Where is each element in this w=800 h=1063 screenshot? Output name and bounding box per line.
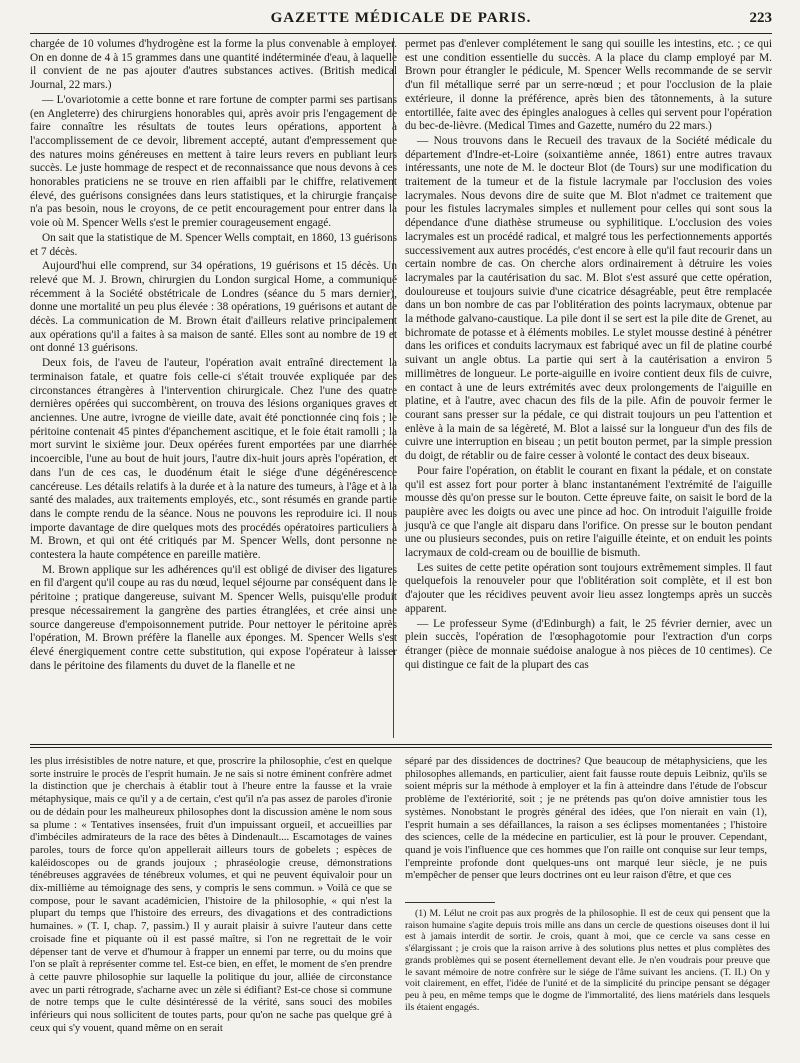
paragraph: M. Brown applique sur les adhérences qu'il est obligé de diviser des ligatures en fil d'argent qu'il coupe au ras du nœud, lequel séjourne par conséquent dans le péritoine ; pratique dangereuse, suivant M. Spencer Wells, puisqu'elle produit presque nécessairement la gangrène des parties étranglées, et crée ainsi une source dangereuse d'empoisonnement putride. Pour nettoyer le péritoine après l'opération, M. Brown préfère la flanelle aux éponges. M. Spencer Wells s'est élevé énergiquement contre cette substitution, qui expose l'opérateur à laisser dans le péritoine des filaments du duvet de la flanelle et ne <box>30 563 397 672</box>
paragraph: chargée de 10 volumes d'hydrogène est la forme la plus convenable à employer. On en donne de 4 à 15 grammes dans une quantité indéterminée d'eau, à laquelle il convient de ne pas ajouter d'autres substances actives. (British medical Journal, 22 mars.) <box>30 38 397 92</box>
feuilleton-rule-top <box>30 744 772 745</box>
feuilleton-text: séparé par des dissidences de doctrines? Que beaucoup de métaphysiciens, que les philosophes allemands, en particulier, aient fait fausse route depuis Leibniz, qu'ils se soient mépris sur la méthode à employer et la fin à atteindre dans l'étude de l'obscur problème de l'extériorité, soit ; je ne prétends pas qu'on doive amnistier tous les systèmes. Nonobstant le progrès général des idées, que l'on nierait en vain (1), l'esprit humain a ses défaillances, la raison a ses éclipses momentanées ; l'histoire des sciences, celle de la médecine en particulier, est là pour le prouver. Cependant, quand je vois l'influence que ces hommes que l'on raille ont conquise sur leur temps, l'empreinte profonde dont quelques-uns ont marqué leur siècle, je ne puis m'empêcher de penser que leurs doctrines ont eu leur raison d'être, et que ces <box>405 756 767 882</box>
paragraph: — Le professeur Syme (d'Edinburgh) a fait, le 25 février dernier, avec un plein succès, l'opération de l'œsophagotomie pour l'extraction d'un corps étranger (pièce de monnaie suédoise analogue à nos pièces de 10 centimes). Ce qui distingue ce fait de la plupart des cas <box>405 617 772 671</box>
paragraph: Aujourd'hui elle comprend, sur 34 opérations, 19 guérisons et 15 décès. Un relevé que M. J. Brown, chirurgien du London surgical Home, a communiqué récemment à la Société obstétricale de Londres (séance du 5 mars dernier), donne une mortalité un peu plus élevée : 38 opérations, 19 guérisons et autant de décès. La communication de M. Brown était d'ailleurs relative principalement aux opérations qu'il a faites à sa maison de santé. Elles sont au nombre de 19 et ont donné 13 guérisons. <box>30 260 397 355</box>
right-article-column <box>405 38 772 673</box>
paragraph: — Nous trouvons dans le Recueil des travaux de la Société médicale du département d'Indre-et-Loire (soixantième année, 1861) entre autres travaux intéressants, une note de M. le docteur Blot (de Tours) sur une modification du traitement de la tumeur et de la fistule lacrymale par l'occlusion des voies lacrymales. Nous devons dire de suite que M. Blot n'admet ce traitement que pour les fistules lacrymales simples et nullement pour celles qui sont sous la dépendance d'une diathèse strumeuse ou syphilitique. L'occlusion des voies lacrymales est un procédé radical, et malgré tous les perfectionnements apportés successivement aux autres procédés, c'est encore à elle qu'il faut recourir dans un certain nombre de cas. On cherche alors ordinairement à détruire les voies lacrymales par la cautérisation du sac. M. Blot s'est assuré que cette opération, douloureuse et toujours suivie d'une cicatrice désagréable, peut être remplacée dans un bon nombre de cas par l'oblitération des points lacrymaux, obtenue par la méthode galvano-caustique. La pile dont il se sert est la pile dite de Grenet, au bichromate de potasse et à éléments mobiles. Le stylet mousse destiné à pénétrer dans les orifices et conduits lacrymaux est fabriqué avec un fil de platine courbé suivant un angle obtus. La partie qui sert à la cautérisation a environ 5 millimètres de longueur. Le porte-aiguille en ivoire contient deux fils de cuivre, en contact à une de leurs extrémités avec deux prolongements de l'aiguille en platine, et à l'autre, avec chacun des fils de la pile. Afin de pouvoir fermer le courant sans presser sur la pédale, ce qui distrait toujours un peu l'attention et enlève à la main de sa légèreté, M. Blot a laissé sur la longueur d'un des fils de cuivre une interruption en biseau ; un petit bouton permet, par la simple pression du doigt, de rétablir ou de faire cesser à volonté le contact des deux biseaux. <box>405 134 772 463</box>
paragraph: Deux fois, de l'aveu de l'auteur, l'opération avait entraîné directement la terminaison fatale, et quatre fois celle-ci s'était trouvée expliquée par des circonstances étrangères à l'intervention chirurgicale. Chez l'une des quatre dernières opérées qui succombèrent, on trouva des lésions organiques graves et anciennes. Une autre, ivrogne de vieille date, avait été ponctionnée cinq fois ; le péritoine contenait 45 pintes d'épanchement ascitique, et le foie était ramolli ; la mort survint le sixième jour. Deux opérées furent emportées par une diarrhée incoercible, l'une au bout de huit jours, l'autre dix-huit jours après l'opération, et dans l'un de ces cas, le duodénum était le siége d'une dégénérescence cancéreuse. Les détails relatifs à la durée et à la nature des tumeurs, à l'âge et à la santé des malades, aux traitements employés, etc., sont résumés en grande partie dans le compte rendu de la séance. Nous ne pouvons les reproduire ici. Il nous importe davantage de dire quelques mots des procédés opératoires particuliers à M. Brown, et qui ont été critiqués par M. Spencer Wells, dont personne ne contestera la haute compétence en pareille matière. <box>30 357 397 562</box>
feuilleton-right-column <box>405 756 767 883</box>
paragraph: On sait que la statistique de M. Spencer Wells comptait, en 1860, 13 guérisons et 7 décès. <box>30 231 397 258</box>
journal-title: GAZETTE MÉDICALE DE PARIS. <box>270 10 532 26</box>
page-number: 223 <box>749 10 772 26</box>
column-divider <box>393 38 394 738</box>
paragraph: Pour faire l'opération, on établit le courant en fixant la pédale, et on constate qu'il est assez fort pour porter à blanc instantanément l'extrémité de l'aiguille mousse dès qu'on presse sur le bouton. Cette épreuve faite, on saisit le bord de la paupière avec les doigts ou avec une pince ad hoc. On introduit l'aiguille froide jusqu'à ce que l'angle ait disparu dans l'orifice. On presse sur le bouton pendant une ou plusieurs secondes, puis on retire l'aiguille éteinte, et on enduit les points lacrymaux de cold-cream ou de bouillie de bismuth. <box>405 464 772 560</box>
footnote <box>405 908 770 1013</box>
paragraph: Les suites de cette petite opération sont toujours extrêmement simples. Il faut quelquefois la renouveler pour que l'oblitération soit complète, et il est bon d'ajouter que les récidives peuvent avoir lieu assez longtemps après un succès apparent. <box>405 561 772 615</box>
left-article-column <box>30 38 397 674</box>
feuilleton-left-column <box>30 756 392 1035</box>
feuilleton-rule-bottom <box>30 747 772 748</box>
footnote-rule <box>405 902 495 903</box>
feuilleton-text: les plus irrésistibles de notre nature, et que, proscrire la philosophie, c'est en quelque sorte instruire le procès de l'esprit humain. Je ne sais si notre éminent confrère admet la distinction que je cherchais à établir tout à l'heure entre la fausse et la vraie métaphysique, mais ce qu'il y a de certain, c'est qu'il n'a pas assez de paroles d'ironie ou de dédain pour les malheureux philosophes dont la discussion amène le nom sous sa plume : « Tentatives insensées, fruit d'un impuissant orgueil, et accueillies par d'imbéciles admirateurs de la race des bêtes à Dindenault.... Escamotages de vaines paroles, tours de force qu'on appellerait ailleurs tours de gobelets ; espèces de kaléidoscopes ou de grands joujoux ; phraséologie creuse, démonstrations ténébreuses aggravées de ténébreux volumes, et qui ne peuvent équivaloir pour un dix-millième au témoignage des sens, y compris le sens commun. » Voilà ce que se compose, pour le savant académicien, l'histoire de la philosophie, « qui n'est la plupart du temps que l'histoire des erreurs, des divagations et des contradictions humaines. » (T. I, chap. 7, passim.) Il y aurait plaisir à suivre l'auteur dans cette croisade fine et piquante où il est passé maître, si l'on ne regrettait de le voir dépenser tant de verve et d'humour à frapper un ennemi par terre, ou du moins que l'on se plaît à représenter comme tel. Est-ce bien, en effet, le moment de s'en prendre à cette pauvre philosophie sur laquelle la politique du jour, alliée de circonstance avec un parti rétrograde, s'acharne avec un zèle si édifiant? Est-ce chose si commune de notre temps que le culte désintéressé de la vérité, sans souci des mobiles inférieurs qui nous sollicitent de toutes parts, pour qu'on ne sache pas quelque gré à ceux qui s'y vouent, quand même on en serait <box>30 756 392 1034</box>
footnote-text: (1) M. Lélut ne croit pas aux progrès de la philosophie. Il est de ceux qui pensent que la raison humaine s'agite depuis trois mille ans dans un cercle de questions oiseuses dont il lui est à jamais interdit de sortir. Je crois, quant à moi, que ce cercle va sans cesse en s'élargissant ; je crois que la raison arrive à des solutions plus nettes et plus complètes des grands problèmes qui se posent éternellement devant elle. Je n'en voudrais pour preuve que le savant mémoire de notre confrère sur le siége de l'âme suivant les anciens. (T. II.) On y voit clairement, en effet, l'idée de l'unité et de la simplicité du principe pensant se dégager peu à peu, en même temps que le dogme de l'immortalité, des liens matériels dans lesquels ils étaient engagés. <box>405 908 770 1013</box>
paragraph: permet pas d'enlever complétement le sang qui souille les intestins, etc. ; ce qui est une condition essentielle du succès. A la place du clamp employé par M. Brown pour étrangler le pédicule, M. Spencer Wells recommande de se servir d'un fil métallique serré par un serre-nœud ; et pour l'occlusion de la plaie extérieure, il donne la préférence, après bien des tâtonnements, à la suture entortillée, faite avec des épingles analogues à celles qui servent pour l'opération du bec-de-lièvre. (Medical Times and Gazette, numéro du 22 mars.) <box>405 38 772 133</box>
header-rule <box>30 33 772 34</box>
paragraph: — L'ovariotomie a cette bonne et rare fortune de compter parmi ses partisans (en Angleterre) des chirurgiens honorables qui, après avoir pris l'engagement de faire connaître les résultats de toutes leurs opérations, apportent à l'accomplissement de ce devoir, librement accepté, autant d'empressement que des natures moins généreuses en mettent à taire leurs revers en publiant leurs succès. Le juste hommage de respect et de reconnaissance que nous devons à ces honorables praticiens ne se trouve en rien affaibli par le chiffre, relativement élevé, des guérisons consignées dans leurs statistiques, et la chirurgie française n'a pas besoin, nous le croyons, de ce petit encouragement pour entrer dans la voie où M. Spencer Wells s'est le premier courageusement engagé. <box>30 93 397 230</box>
page-header <box>30 10 772 30</box>
